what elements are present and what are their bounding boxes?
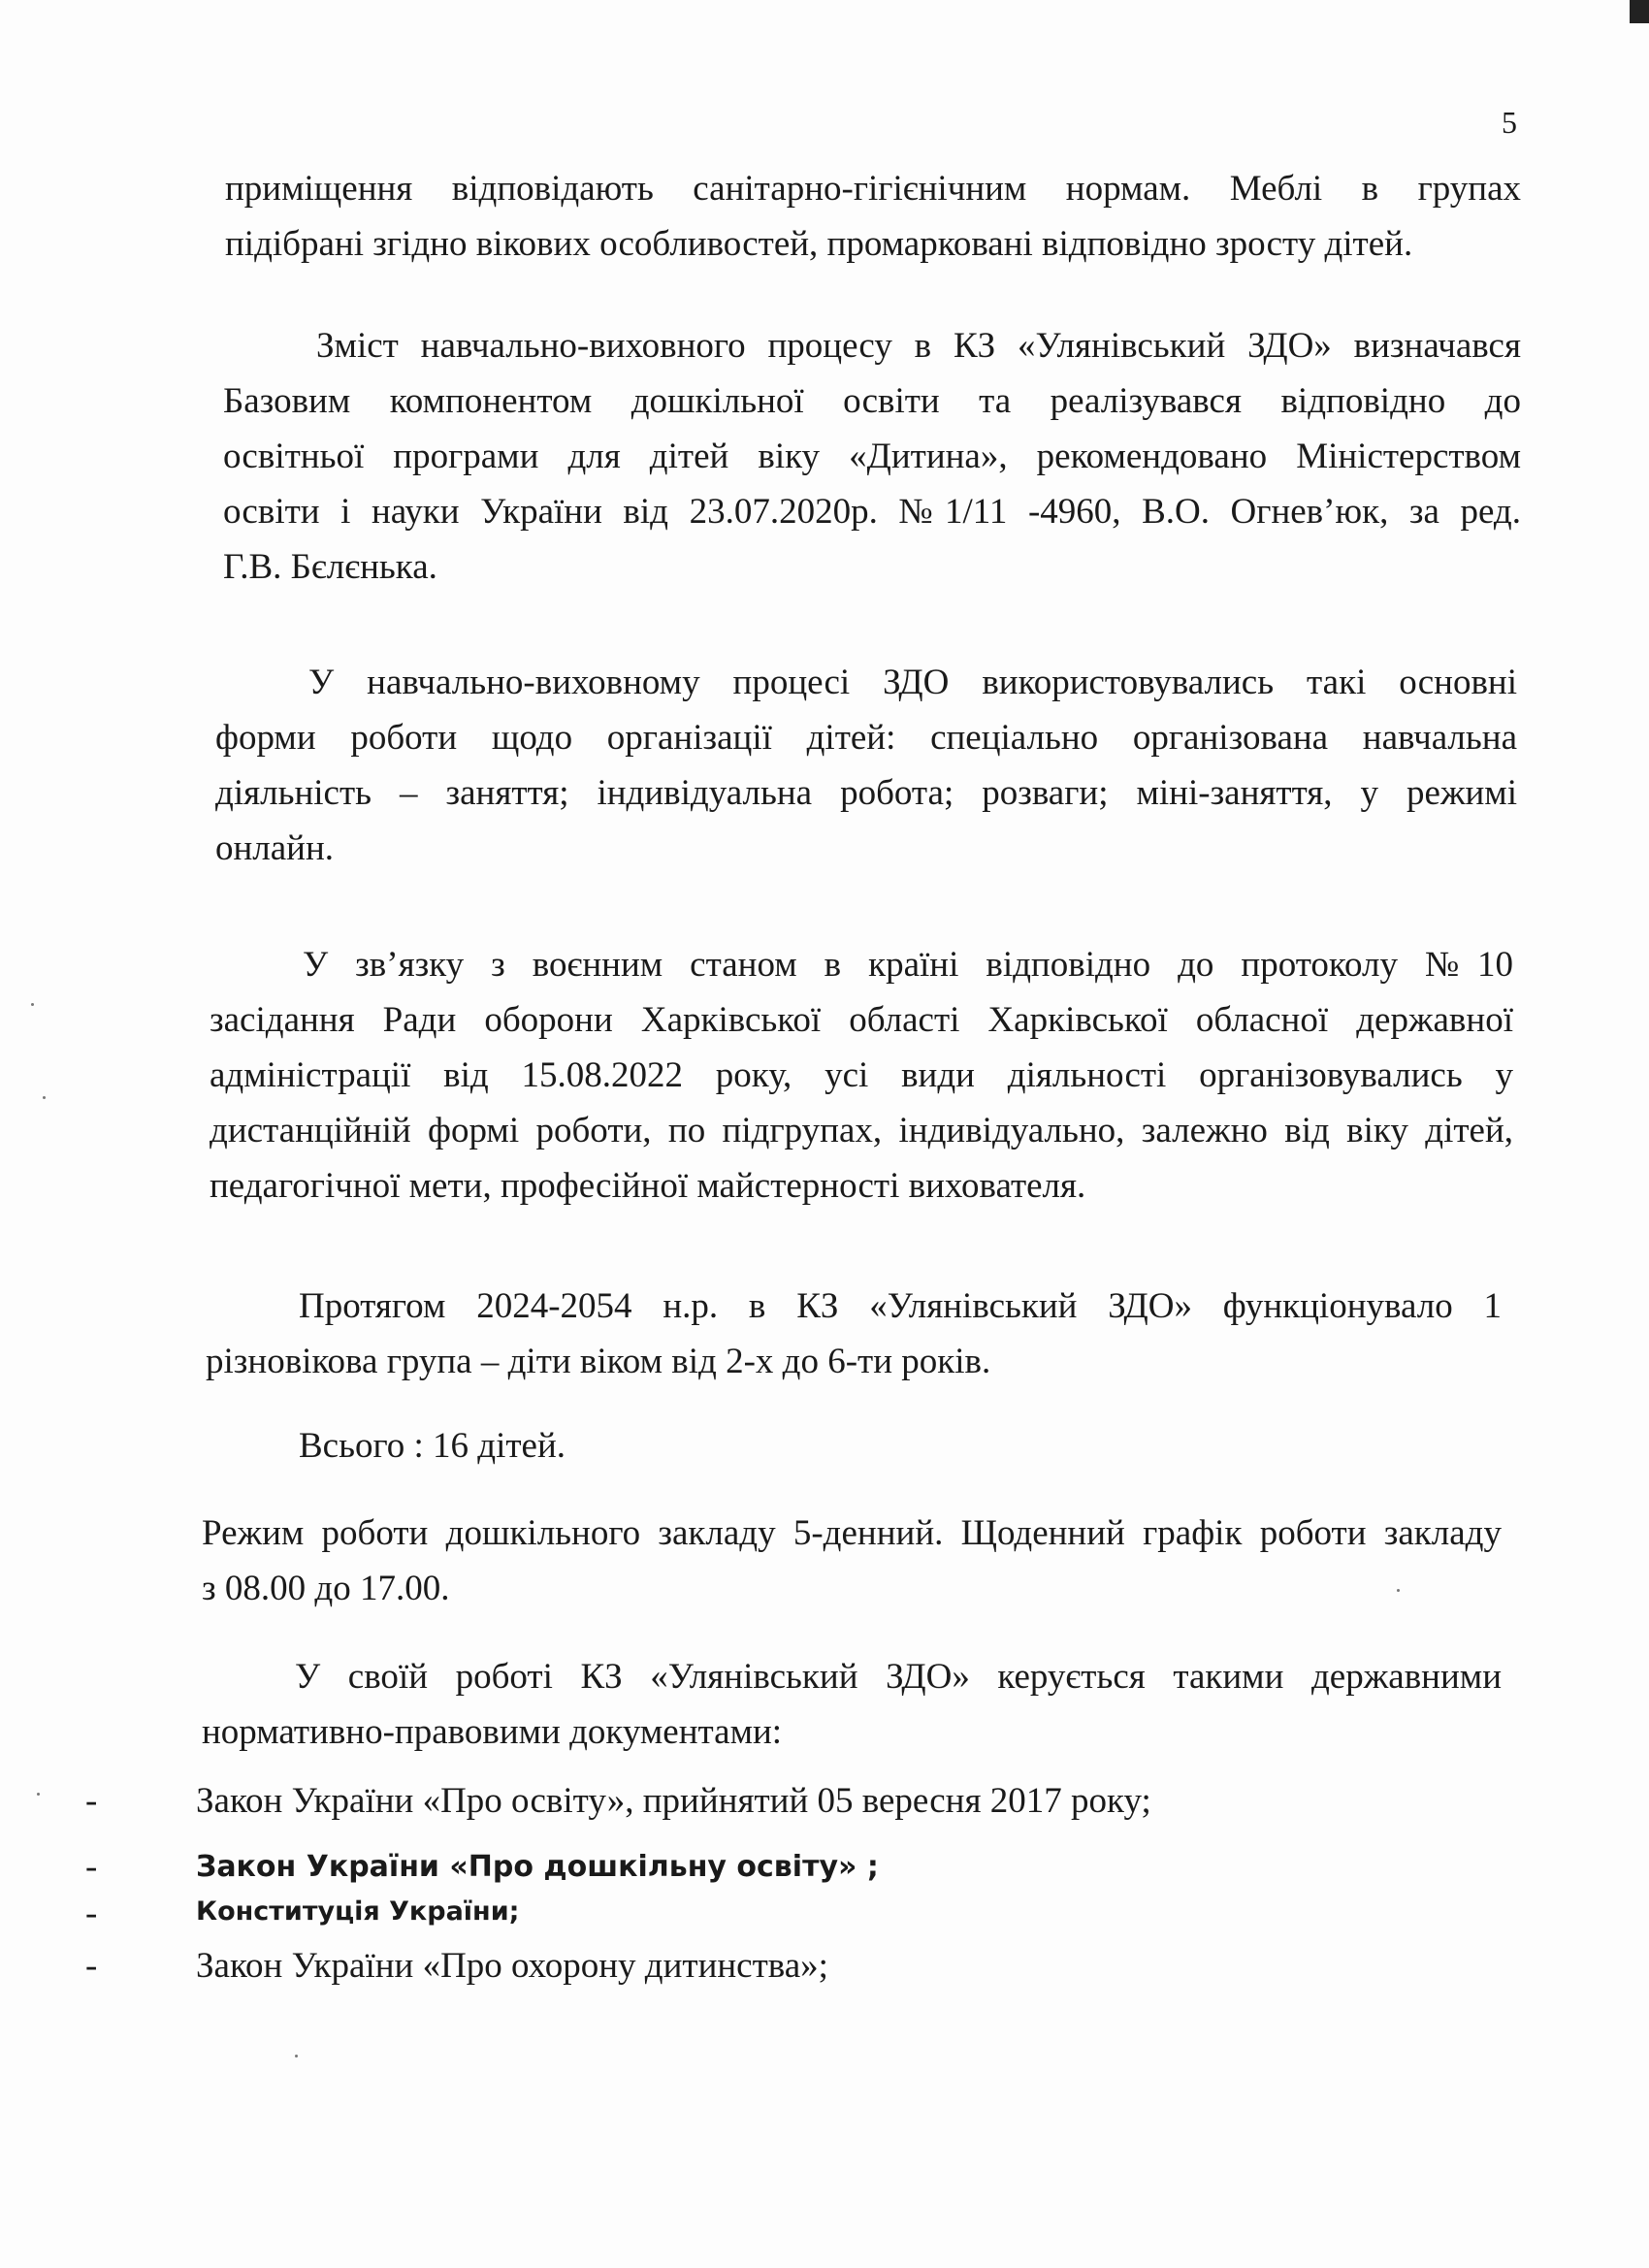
list-dash: - xyxy=(85,1781,98,1821)
scan-speck xyxy=(43,1096,46,1099)
paragraph-line: з 08.00 до 17.00. xyxy=(202,1569,450,1608)
paragraph-line: онлайн. xyxy=(215,828,335,868)
paragraph-group xyxy=(206,1279,1502,1389)
paragraph-line: приміщення відповідають санітарно-гігієнічним нормам. Меблі в групах xyxy=(225,169,1521,209)
paragraph-martial-law xyxy=(210,937,1513,1214)
paragraph-children-count xyxy=(299,1418,978,1474)
list-dash: - xyxy=(85,1894,98,1933)
paragraph-line: У зв’язку з воєнним станом в країні відповідно до протоколу №10 xyxy=(303,945,1513,985)
list-item-text: Закон України «Про освіту», прийнятий 05 вересня 2017 року; xyxy=(196,1781,1151,1821)
paragraph-documents-intro xyxy=(202,1649,1502,1760)
paragraph-line: Зміст навчально-виховного процесу в КЗ «Улянівський ЗДО» визначався xyxy=(316,326,1521,366)
list-item-text: Конституція України; xyxy=(196,1896,520,1927)
paragraph-line: діяльність – заняття; індивідуальна робота; розваги; міні-заняття, у режимі xyxy=(215,773,1517,813)
scan-speck xyxy=(37,1793,40,1796)
scan-speck xyxy=(1397,1589,1400,1592)
paragraph-line: різновікова група – діти віком від 2-х до 6-ти років. xyxy=(206,1342,991,1381)
paragraph-line: У своїй роботі КЗ «Улянівський ЗДО» керується такими державними xyxy=(295,1657,1502,1697)
paragraph-line: засідання Ради оборони Харківської області Харківської обласної державної xyxy=(210,1000,1513,1040)
paragraph-line: адміністрації від 15.08.2022 року, усі види діяльності організовувались у xyxy=(210,1055,1513,1095)
paragraph-line: Г.В. Бєлєнька. xyxy=(223,547,437,587)
paragraph-line: Режим роботи дошкільного закладу 5-денний. Щоденний графік роботи закладу xyxy=(202,1513,1502,1553)
paragraph-schedule xyxy=(202,1506,1502,1616)
paragraph-line: У навчально-виховному процесі ЗДО використовувались такі основні xyxy=(308,663,1517,702)
list-dash: - xyxy=(85,1847,98,1887)
paragraph-line: педагогічної мети, професійної майстерності вихователя. xyxy=(210,1166,1086,1206)
list-item-text: Закон України «Про дошкільну освіту» ; xyxy=(196,1850,879,1884)
paragraph-line: освітньої програми для дітей віку «Дитина», рекомендовано Міністерством xyxy=(223,437,1521,476)
paragraph-education-content xyxy=(223,318,1521,595)
paragraph-line: Всього : 16 дітей. xyxy=(299,1426,566,1466)
paragraph-line: форми роботи щодо організації дітей: спеціально організована навчальна xyxy=(215,718,1517,758)
scan-corner-mark xyxy=(1630,0,1649,23)
paragraph-line: підібрані згідно вікових особливостей, промарковані відповідно зросту дітей. xyxy=(225,224,1413,264)
scan-speck xyxy=(295,2055,298,2057)
page-number: 5 xyxy=(1502,105,1517,140)
scan-speck xyxy=(31,1003,34,1006)
paragraph-work-forms xyxy=(215,655,1517,876)
paragraph-line: Протягом 2024-2054 н.р. в КЗ «Улянівський ЗДО» функціонувало 1 xyxy=(299,1286,1502,1326)
list-dash: - xyxy=(85,1946,98,1986)
paragraph-furniture xyxy=(225,161,1521,272)
paragraph-line: дистанційній формі роботи, по підгрупах, індивідуально, залежно від віку дітей, xyxy=(210,1111,1513,1150)
paragraph-line: нормативно-правовими документами: xyxy=(202,1712,783,1752)
paragraph-line: Базовим компонентом дошкільної освіти та реалізувався відповідно до xyxy=(223,381,1521,421)
list-item-text: Закон України «Про охорону дитинства»; xyxy=(196,1946,828,1986)
paragraph-line: освіти і науки України від 23.07.2020р. №1/11 -4960, В.О. Огнев’юк, за ред. xyxy=(223,492,1521,532)
